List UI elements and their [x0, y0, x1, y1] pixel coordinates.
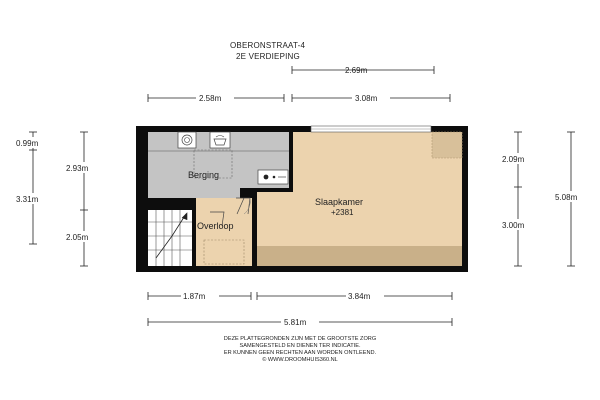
- overloop-floor: [196, 198, 252, 266]
- floor-title: 2E VERDIEPING: [236, 52, 300, 61]
- dim-label-bottom-total: 5.81m: [284, 318, 307, 327]
- slaapkamer-low-band: [257, 246, 462, 266]
- dim-label-right-lower: 3.00m: [502, 221, 525, 230]
- disclaimer: [224, 336, 377, 363]
- disclaimer-line-1: DEZE PLATTEGRONDEN ZIJN MET DE GROOTSTE ZORG: [223, 336, 377, 342]
- dim-label-left-lower: 2.05m: [66, 233, 89, 242]
- laundry-icon: [210, 132, 230, 148]
- slaapkamer-niche: [432, 132, 462, 158]
- washing-machine-icon: [178, 132, 196, 148]
- dim-label-bottom-left: 1.87m: [183, 292, 206, 301]
- street-title: OBERONSTRAAT-4: [230, 41, 306, 50]
- disclaimer-line-3: ER KUNNEN GEEN RECHTEN AAN WORDEN ONTLEEND.: [223, 350, 377, 356]
- dimension-left-lower: [64, 210, 102, 266]
- dimension-left-total: [14, 150, 50, 244]
- disclaimer-line-2: SAMENGESTELD EN DIENEN TER INDICATIE.: [239, 343, 361, 349]
- room-label-berging: Berging: [188, 170, 220, 180]
- dim-label-right-upper: 2.09m: [502, 155, 525, 164]
- dimension-bottom-total: [148, 316, 452, 327]
- disclaimer-line-4: © WWW.DROOMHUIS360.NL: [262, 357, 338, 363]
- dim-label-right-total: 5.08m: [555, 193, 578, 202]
- dim-label-left-mid: 2.93m: [66, 164, 89, 173]
- room-label-overloop: Overloop: [197, 221, 234, 231]
- dim-label-left-upper: 0.99m: [16, 139, 39, 148]
- dim-label-left-total: 3.31m: [16, 195, 39, 204]
- dimension-right-total: [553, 132, 591, 266]
- dimension-right-upper: [500, 132, 538, 187]
- dimension-top-window: [292, 66, 434, 75]
- dimension-bottom-left: [148, 290, 251, 301]
- dimension-bottom-right: [257, 290, 452, 301]
- room-label-slaapkamer: Slaapkamer: [315, 197, 364, 207]
- dimension-right-lower: [500, 187, 538, 266]
- dim-label-bottom-right: 3.84m: [348, 292, 371, 301]
- dim-label-top-window: 2.69m: [345, 66, 368, 75]
- dim-label-top-left: 2.58m: [199, 94, 222, 103]
- dimension-left-upper: [14, 132, 50, 150]
- dim-label-top-right: 3.08m: [355, 94, 378, 103]
- dimension-top-left: [148, 92, 284, 103]
- room-height-slaapkamer: +2381: [331, 208, 354, 217]
- dimension-left-mid: [64, 132, 102, 210]
- floor-plan: [136, 126, 468, 272]
- stairs-icon: [148, 210, 192, 266]
- dimension-top-right: [292, 92, 450, 103]
